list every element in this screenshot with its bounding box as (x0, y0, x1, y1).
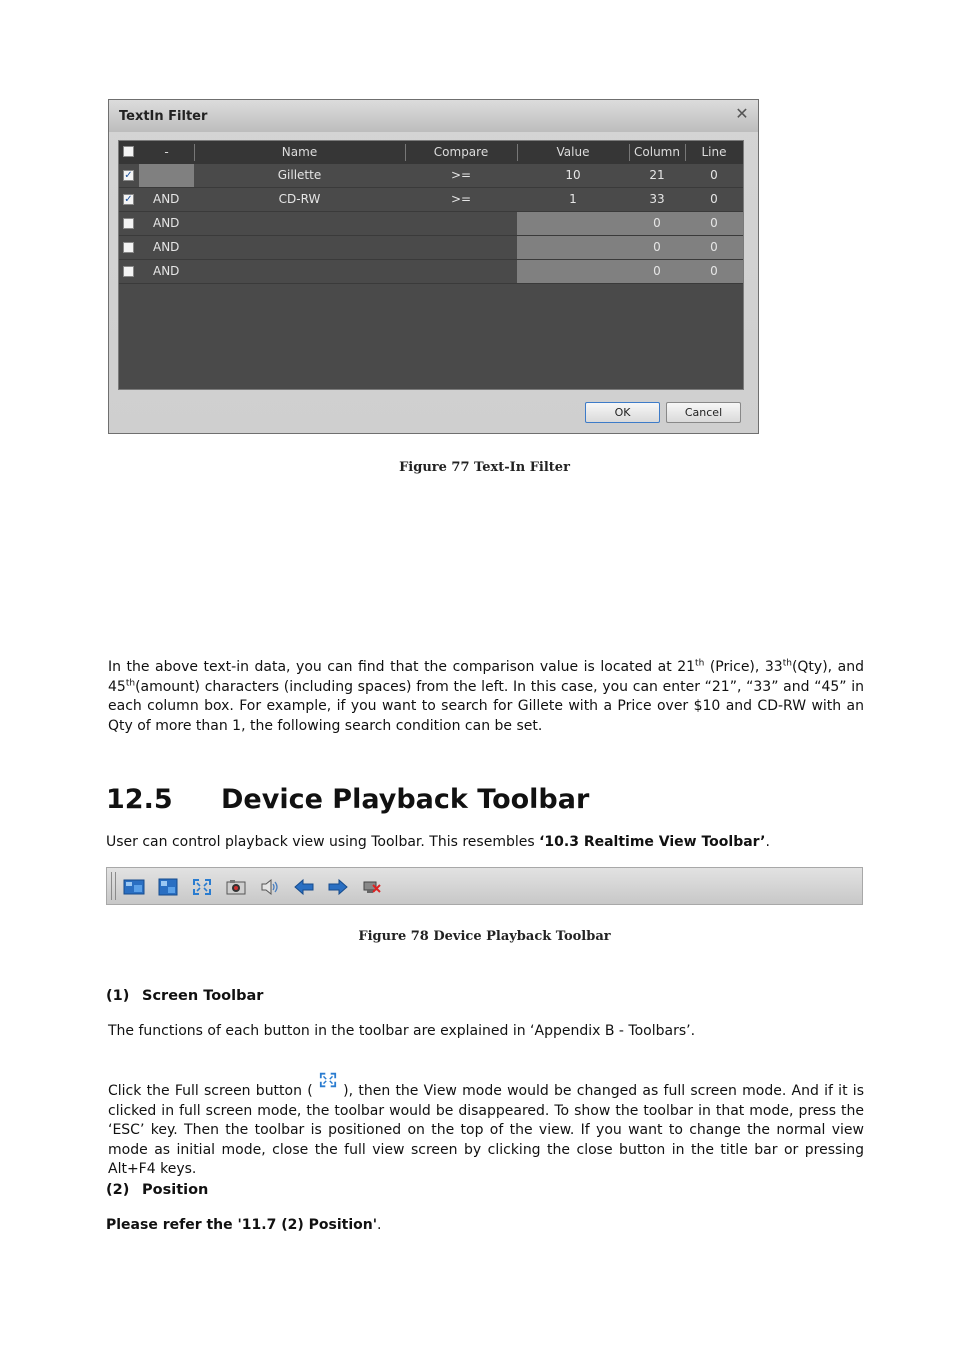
cell-name[interactable]: CD-RW (278, 192, 321, 206)
figure-78-caption: Figure 78 Device Playback Toolbar (358, 929, 611, 944)
row-checkbox[interactable]: ✓ (124, 170, 133, 181)
column-header-name: Name (194, 141, 405, 164)
full-screen-paragraph: Click the Full screen button ( ), then the View mode would be changed as full screen mode. And if it is clicked in full screen mode, the toolbar would be disappeared. To show the toolbar in that mode, press the ‘ESC’ key. Then the toolbar is positioned on the top of the view. If you want to change the normal view mode as initial mode, close the full view screen by clicking the close button in the title bar or pressing Alt+F4 keys. (108, 1071, 864, 1180)
close-icon[interactable]: ✕ (735, 104, 749, 123)
ok-button[interactable]: OK (585, 402, 660, 423)
row-checkbox[interactable]: ✓ (124, 194, 133, 205)
cell-value[interactable] (517, 260, 629, 283)
cell-column[interactable]: 21 (649, 168, 665, 182)
figure-77-caption: Figure 77 Text-In Filter (399, 460, 570, 475)
cell-op[interactable]: AND (153, 192, 180, 206)
table-row[interactable] (119, 164, 743, 188)
cell-line[interactable]: 0 (685, 236, 743, 259)
section-title: Device Playback Toolbar (221, 784, 590, 815)
full-screen-inline-icon (318, 1071, 338, 1089)
section-intro: User can control playback view using Toolbar. This resembles ‘10.3 Realtime View Toolbar’. (106, 834, 770, 850)
disconnect-icon[interactable] (361, 877, 383, 897)
cell-compare[interactable] (405, 236, 517, 259)
cell-line[interactable]: 0 (685, 260, 743, 283)
screen-4-3-icon[interactable] (157, 877, 179, 897)
position-reference: Please refer the '11.7 (2) Position'. (106, 1217, 382, 1233)
filter-grid (118, 140, 744, 390)
section-number: 12.5 (106, 784, 173, 815)
cell-value[interactable] (517, 236, 629, 259)
cell-compare[interactable]: >= (450, 192, 472, 206)
subsection-2-number: (2) (106, 1182, 130, 1198)
cell-column[interactable]: 0 (629, 212, 685, 235)
table-row[interactable] (119, 212, 743, 236)
cell-name[interactable] (194, 260, 405, 283)
cell-compare[interactable] (405, 212, 517, 235)
cell-column[interactable]: 0 (629, 260, 685, 283)
row-checkbox[interactable] (123, 242, 134, 253)
column-header-value: Value (517, 141, 629, 164)
row-checkbox[interactable] (123, 266, 134, 277)
column-header-line: Line (685, 141, 743, 164)
intro-paragraph: In the above text-in data, you can find that the comparison value is located at 21th (Price), 33th(Qty), and 45th(amount) characters (including spaces) from the left. In this case, you can enter “21”, “33” and “45” in each column box. For example, if you want to search for Gillete with a Price over $10 and CD-RW with an Qty of more than 1, the following search condition can be set. (108, 658, 864, 734)
device-playback-toolbar (106, 867, 863, 905)
header-select-all[interactable] (119, 141, 139, 164)
cell-name[interactable]: Gillette (277, 168, 322, 182)
cell-column[interactable]: 33 (649, 192, 665, 206)
audio-icon[interactable] (259, 877, 281, 897)
subsection-1-title: Screen Toolbar (142, 988, 264, 1004)
column-header-compare: Compare (405, 141, 517, 164)
select-all-checkbox[interactable] (123, 146, 134, 157)
table-row[interactable] (119, 260, 743, 284)
cell-op[interactable]: AND (153, 216, 180, 230)
cell-value[interactable]: 10 (565, 168, 581, 182)
cell-op[interactable]: AND (153, 240, 180, 254)
cell-line[interactable]: 0 (685, 212, 743, 235)
previous-icon[interactable] (293, 877, 315, 897)
table-row[interactable] (119, 236, 743, 260)
subsection-1-number: (1) (106, 988, 130, 1004)
screen-16-9-icon[interactable] (123, 877, 145, 897)
cell-value[interactable]: 1 (569, 192, 577, 206)
cell-value[interactable] (517, 212, 629, 235)
cell-name[interactable] (194, 212, 405, 235)
table-row[interactable] (119, 188, 743, 212)
full-screen-icon[interactable] (191, 877, 213, 897)
dialog-title: TextIn Filter (119, 109, 208, 124)
next-icon[interactable] (327, 877, 349, 897)
cell-line[interactable]: 0 (710, 192, 718, 206)
cell-op[interactable] (139, 164, 194, 187)
snapshot-icon[interactable] (225, 877, 247, 897)
column-header-op: - (139, 141, 194, 164)
subsection-2-title: Position (142, 1182, 209, 1198)
cell-compare[interactable]: >= (450, 168, 472, 182)
cell-column[interactable]: 0 (629, 236, 685, 259)
cell-compare[interactable] (405, 260, 517, 283)
cell-op[interactable]: AND (153, 264, 180, 278)
row-checkbox[interactable] (123, 218, 134, 229)
cell-line[interactable]: 0 (710, 168, 718, 182)
screen-toolbar-text: The functions of each button in the toolbar are explained in ‘Appendix B - Toolbars’. (108, 1023, 696, 1039)
textin-filter-dialog (108, 99, 759, 434)
column-header-column: Column (629, 141, 685, 164)
cancel-button[interactable]: Cancel (666, 402, 741, 423)
cell-name[interactable] (194, 236, 405, 259)
